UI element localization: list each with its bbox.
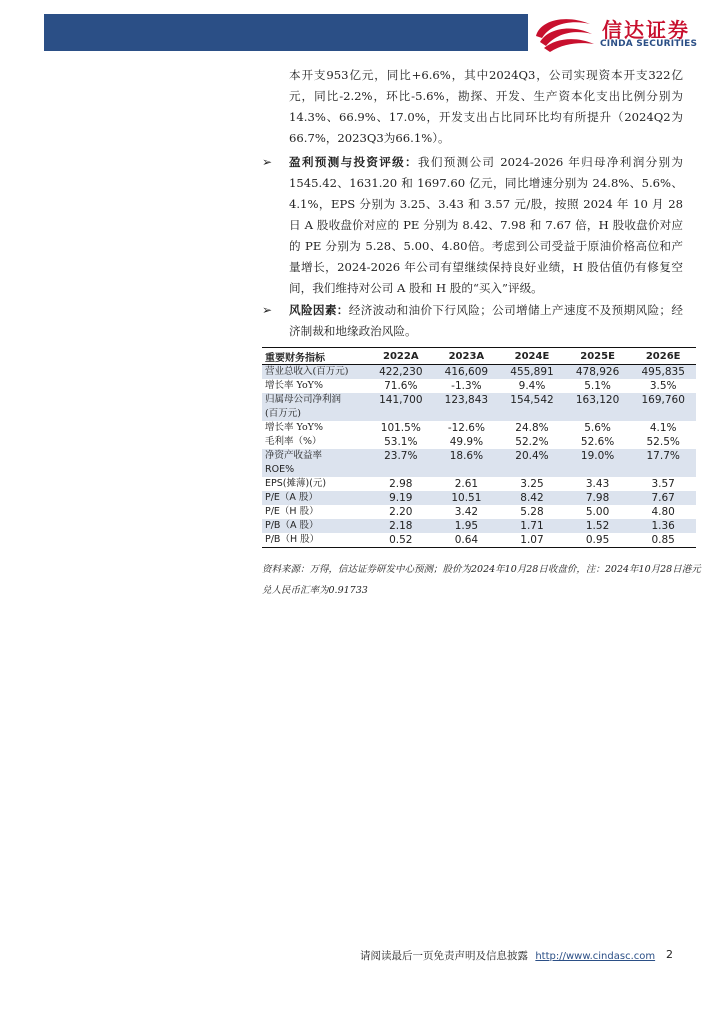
capex-paragraph: 本开支953亿元，同比+6.6%，其中2024Q3，公司实现资本开支322亿元，同比-2.2%，环比-5.6%，勘探、开发、生产资本化支出比例分别为14.3%、66.9%、17.0%，开发支出占比同环比均有所提升（2024Q2为66.7%，2023Q3为66.1%）。	[289, 68, 683, 145]
table-header-cell: 重要财务指标	[262, 348, 368, 365]
table-cell: 20.4%	[499, 449, 565, 463]
table-row	[262, 491, 696, 505]
risk-title: 风险因素：	[289, 303, 349, 317]
arrow-bullet-icon: ➢	[262, 303, 273, 317]
table-cell: 19.0%	[565, 449, 631, 463]
table-cell: 163,120	[565, 393, 631, 407]
table-row	[262, 379, 696, 393]
arrow-bullet-icon: ➢	[262, 155, 273, 169]
table-row	[262, 435, 696, 449]
table-cell	[630, 463, 696, 477]
table-cell: 3.42	[454, 506, 479, 518]
table-cell	[368, 407, 434, 421]
logo-chinese-name: 信达证券	[602, 18, 690, 42]
table-cell: 52.6%	[580, 436, 615, 448]
table-header-row	[262, 348, 696, 365]
table-cell: 2.18	[368, 519, 434, 533]
table-row	[262, 463, 696, 477]
table-row	[262, 449, 696, 463]
table-cell: 23.7%	[368, 449, 434, 463]
logo-english-name: CINDA SECURITIES	[600, 39, 698, 49]
table-cell: 7.98	[565, 491, 631, 505]
table-cell: 3.5%	[649, 380, 677, 392]
risk-bullet	[262, 300, 683, 342]
row-label: 毛利率（%）	[265, 436, 322, 447]
table-cell	[434, 407, 500, 421]
table-cell	[630, 407, 696, 421]
table-cell: 154,542	[499, 393, 565, 407]
table-cell: 0.64	[434, 533, 500, 548]
table-cell: 52.2%	[515, 436, 549, 448]
table-cell: 49.9%	[449, 436, 484, 448]
table-cell: 123,843	[434, 393, 500, 407]
disclaimer-notice: 请阅读最后一页免责声明及信息披露	[360, 950, 528, 962]
forecast-title: 盈利预测与投资评级：	[289, 155, 418, 169]
row-label: 增长率 YoY%	[265, 422, 323, 433]
row-label: P/B（H 股）	[262, 533, 368, 548]
table-row	[262, 519, 696, 533]
table-cell	[499, 407, 565, 421]
row-label: ROE%	[262, 463, 368, 477]
table-cell	[565, 463, 631, 477]
source-note: 资料来源：万得，信达证券研发中心预测；股价为2024年10月28日收盘价，注：2024年10月28日港元兑人民币汇率为0.91733	[262, 564, 701, 596]
table-cell: 3.25	[520, 478, 544, 490]
table-row	[262, 407, 696, 421]
table-row	[262, 393, 696, 407]
table-cell	[499, 463, 565, 477]
table-row	[262, 477, 696, 491]
table-cell: 4.80	[651, 506, 675, 518]
table-cell	[368, 463, 434, 477]
table-cell: 422,230	[368, 365, 434, 380]
cinda-emblem-icon	[530, 12, 600, 54]
table-cell: 9.19	[368, 491, 434, 505]
table-cell: 1.36	[630, 519, 696, 533]
table-cell: 1.95	[434, 519, 500, 533]
table-row	[262, 421, 696, 435]
table-cell: 10.51	[434, 491, 500, 505]
table-cell: 101.5%	[380, 422, 421, 434]
row-label: 增长率 YoY%	[265, 380, 323, 391]
table-cell: 5.28	[520, 506, 544, 518]
table-header-cell: 2026E	[630, 348, 696, 365]
table-cell: 3.57	[651, 478, 675, 490]
financial-indicators-table	[262, 347, 696, 548]
website-link[interactable]: http://www.cindasc.com	[535, 951, 656, 962]
forecast-text: 我们预测公司 2024-2026 年归母净利润分别为 1545.42、1631.20 和 1697.60 亿元，同比增速分别为 24.8%、5.6%、4.1%，EPS 分别为 3.25、3.43 和 3.57 元/股，按照 2024 年 10 月 28 日 A 股收盘价对应的 PE 分别为 8.42、7.98 和 7.67 倍，H 股收盘价对应的 PE 分别为 5.28、5.00、4.80倍。考虑到公司受益于原油价格高位和产量增长，2024-2026 年公司有望继续保持良好业绩，H 股估值仍有修复空间，我们维持对公司 A 股和 H 股的“买入”评级。	[289, 155, 683, 295]
table-row	[262, 533, 696, 548]
forecast-paragraph	[289, 152, 683, 299]
table-cell: 455,891	[499, 365, 565, 380]
table-cell: 0.52	[368, 533, 434, 548]
table-cell: 1.07	[499, 533, 565, 548]
table-cell: 53.1%	[384, 436, 418, 448]
table-cell: 169,760	[630, 393, 696, 407]
row-label: (百万元)	[262, 407, 368, 421]
table-cell: 4.1%	[649, 422, 677, 434]
table-cell: 8.42	[499, 491, 565, 505]
table-cell	[434, 463, 500, 477]
table-cell: 7.67	[630, 491, 696, 505]
table-cell: 141,700	[368, 393, 434, 407]
row-label: P/E（H 股）	[265, 506, 319, 517]
table-cell: 17.7%	[630, 449, 696, 463]
cinda-logo	[530, 12, 710, 54]
table-header-cell: 2023A	[434, 348, 500, 365]
table-cell: 52.5%	[646, 436, 680, 448]
row-label: P/E（A 股）	[262, 491, 368, 505]
table-cell: 1.52	[565, 519, 631, 533]
table-header-cell: 2025E	[565, 348, 631, 365]
row-label: 净资产收益率	[262, 449, 368, 463]
table-cell: 2.98	[389, 478, 413, 490]
table-header-cell: 2024E	[499, 348, 565, 365]
header-bar	[44, 14, 528, 51]
footer	[360, 948, 690, 963]
table-cell: -1.3%	[451, 380, 482, 392]
table-header-cell: 2022A	[368, 348, 434, 365]
table-cell: 24.8%	[515, 422, 549, 434]
table-cell: 0.95	[565, 533, 631, 548]
table-cell: -12.6%	[447, 422, 485, 434]
table-cell	[565, 407, 631, 421]
risk-text: 经济波动和油价下行风险；公司增储上产速度不及预期风险；经济制裁和地缘政治风险。	[289, 303, 683, 338]
forecast-bullet	[262, 152, 683, 299]
table-cell: 5.6%	[584, 422, 611, 434]
row-label: P/B（A 股）	[262, 519, 368, 533]
table-cell: 9.4%	[518, 380, 546, 392]
table-cell: 495,835	[630, 365, 696, 380]
table-cell: 2.61	[454, 478, 479, 490]
table-cell: 3.43	[585, 478, 610, 490]
table-row	[262, 365, 696, 380]
row-label: 归属母公司净利润	[262, 393, 368, 407]
table-cell: 478,926	[565, 365, 631, 380]
table-cell: 18.6%	[434, 449, 500, 463]
page-number: 2	[666, 948, 673, 961]
table-cell: 0.85	[630, 533, 696, 548]
table-cell: 71.6%	[384, 380, 418, 392]
table-cell: 416,609	[434, 365, 500, 380]
table-cell: 2.20	[389, 506, 413, 518]
row-label: 营业总收入(百万元)	[262, 365, 368, 380]
table-row	[262, 505, 696, 519]
risk-paragraph	[289, 300, 683, 342]
table-cell: 5.1%	[584, 380, 611, 392]
row-label: EPS(摊薄)(元)	[265, 478, 327, 489]
table-cell: 5.00	[585, 506, 610, 518]
table-cell: 1.71	[499, 519, 565, 533]
